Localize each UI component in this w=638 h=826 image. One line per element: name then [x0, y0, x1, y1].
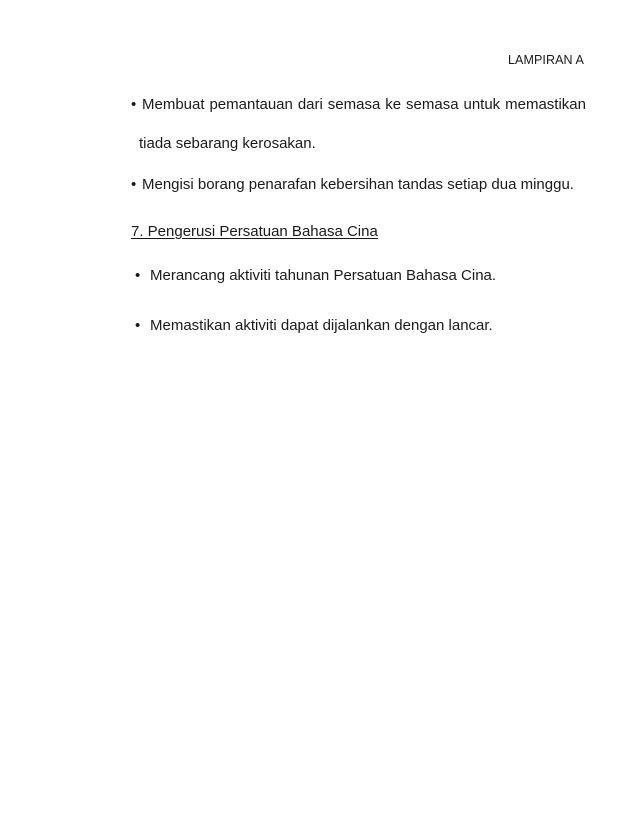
- section-heading: 7. Pengerusi Persatuan Bahasa Cina: [131, 223, 378, 240]
- bullet-text: Memastikan aktiviti dapat dijalankan dengan lancar.: [150, 317, 493, 334]
- bullet-text-line-2: tiada sebarang kerosakan.: [139, 135, 316, 152]
- appendix-label: LAMPIRAN A: [507, 53, 584, 67]
- bullet-item-cleanliness: [131, 176, 586, 193]
- bullet-dot: •: [131, 96, 137, 113]
- word: Membuat: [142, 96, 205, 113]
- word: untuk: [463, 96, 501, 113]
- sub-bullet-item: [135, 317, 493, 334]
- bullet-dot: •: [135, 317, 141, 334]
- word: pemantauan: [209, 96, 293, 113]
- word: memastikan: [505, 96, 586, 113]
- sub-bullet-item: [135, 267, 496, 284]
- word: semasa: [327, 96, 381, 113]
- bullet-dot: •: [131, 176, 137, 193]
- bullet-text: Merancang aktiviti tahunan Persatuan Bahasa Cina.: [150, 267, 497, 284]
- bullet-text: Mengisi borang penarafan kebersihan tandas setiap dua minggu.: [142, 176, 574, 193]
- word: semasa: [406, 96, 459, 113]
- word: dari: [297, 96, 323, 113]
- bullet-text-line-1: [142, 96, 586, 113]
- bullet-item-monitoring: [131, 96, 586, 152]
- bullet-dot: •: [135, 267, 141, 284]
- word: ke: [385, 96, 402, 113]
